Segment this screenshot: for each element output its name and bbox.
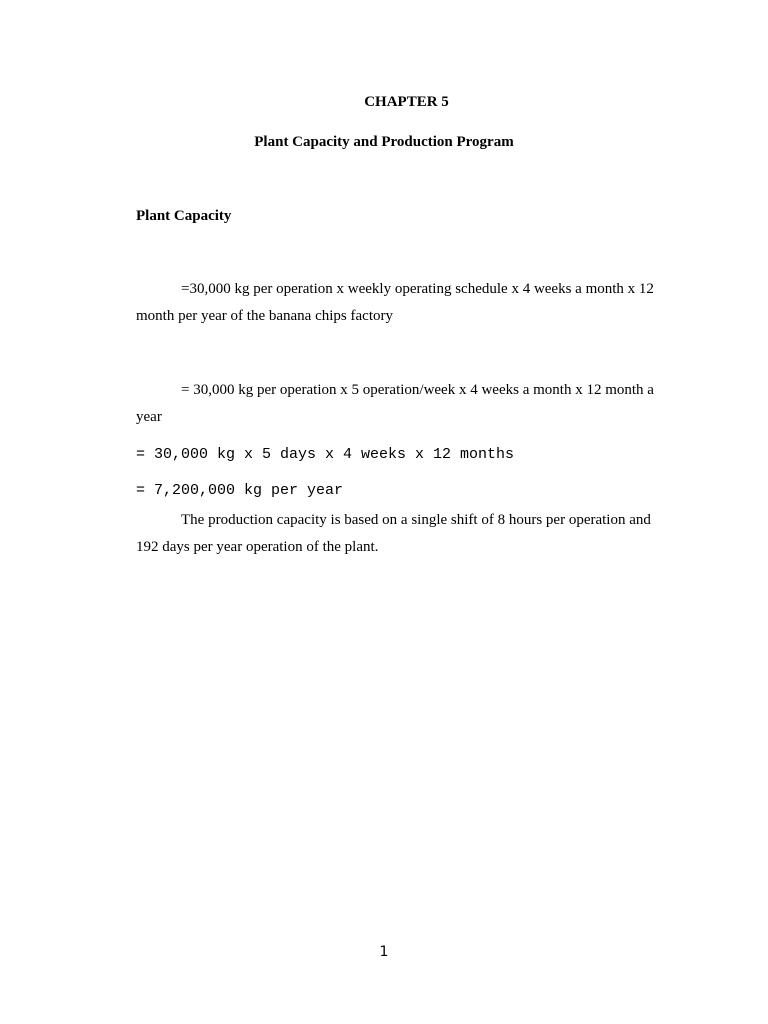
formula-paragraph: = 30,000 kg per operation x 5 operation/week x 4 weeks a month x 12 month a year — [136, 382, 654, 425]
chapter-title: Plant Capacity and Production Program — [254, 134, 514, 150]
body-paragraph: The production capacity is based on a single shift of 8 hours per operation and 192 days per year operation of the plant. — [136, 512, 651, 555]
equation-line: = 30,000 kg x 5 days x 4 weeks x 12 months — [136, 446, 515, 463]
formula-paragraph: =30,000 kg per operation x weekly operating schedule x 4 weeks a month x 12 month per year of the banana chips factory — [136, 281, 654, 324]
page-number: 1 — [379, 944, 389, 960]
section-heading: Plant Capacity — [136, 208, 232, 224]
chapter-number: CHAPTER 5 — [364, 94, 449, 110]
equation-result: = 7,200,000 kg per year — [136, 482, 344, 499]
